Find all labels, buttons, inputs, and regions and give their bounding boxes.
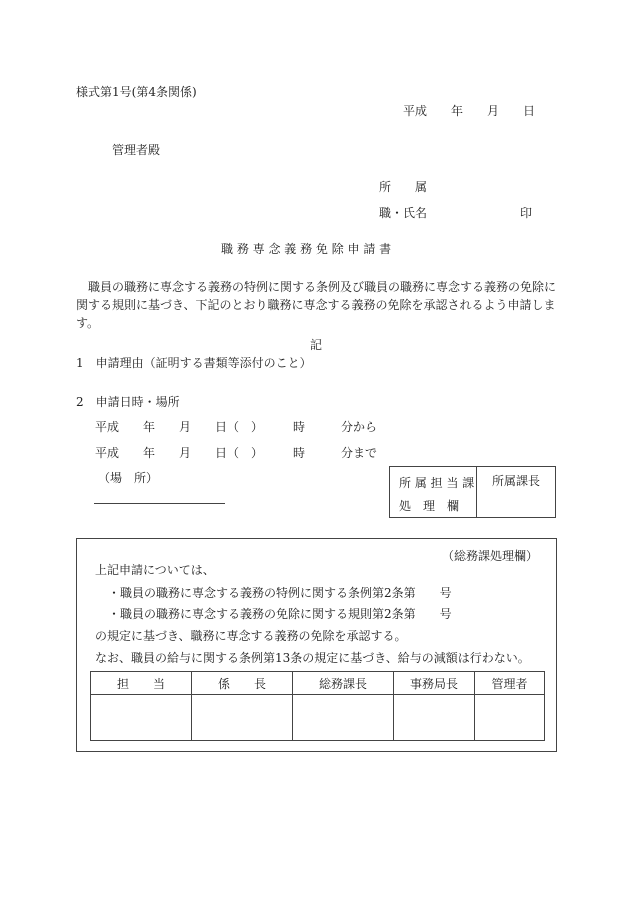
stamp-cell-secretariat-director [394,695,475,741]
stamp-cell-general-affairs-manager [293,695,394,741]
approval-line-3: ・職員の職務に専念する義務の免除に関する規則第2条第 号 [108,607,452,621]
col-header-staff: 担 当 [91,672,192,695]
form-title: 職 務 専 念 義 務 免 除 申 請 書 [221,242,392,256]
dept-head-label: 所属課長 [492,474,541,488]
date-to-row: 平成 年 月 日（ ） 時 分まで [95,446,378,460]
col-header-chief: 係 長 [192,672,293,695]
dept-box-divider [476,467,477,517]
form-number: 様式第1号(第4条関係) [76,85,197,99]
col-header-general-affairs-manager: 総務課長 [293,672,394,695]
stamp-cell-administrator [475,695,545,741]
dept-box-label-line-2: 処 理 欄 [399,499,460,513]
general-affairs-box [76,538,557,752]
body-paragraph-line-2: 関する規則に基づき、下記のとおり職務に専念する義務の免除を承認されるよう申請しま [76,298,556,312]
item-2-datetime-place: 2 申請日時・場所 [76,395,180,409]
col-header-administrator: 管理者 [475,672,545,695]
name-label: 職・氏名 [379,206,428,220]
date-from-row: 平成 年 月 日（ ） 時 分から [95,420,378,434]
approval-line-4: の規定に基づき、職務に専念する義務の免除を承認する。 [95,629,407,643]
approval-line-2: ・職員の職務に専念する義務の特例に関する条例第2条第 号 [108,586,452,600]
stamp-cell-chief [192,695,293,741]
general-affairs-note: （総務課処理欄） [442,549,539,563]
affiliation-label: 所 属 [379,180,428,194]
approval-line-1: 上記申請については、 [95,563,215,577]
col-header-secretariat-director: 事務局長 [394,672,475,695]
record-mark: 記 [310,338,323,352]
date-line: 平成 年 月 日 [403,104,536,118]
body-paragraph-line-1: 職員の職務に専念する義務の特例に関する条例及び職員の職務に専念する義務の免除に [76,280,557,294]
place-label: （場 所） [98,471,159,485]
approval-stamp-table [90,671,545,741]
seal-mark: 印 [520,206,533,220]
place-underline [94,503,225,504]
body-paragraph-line-3: す。 [76,316,100,330]
approval-header-row [91,672,545,695]
item-1-reason: 1 申請理由（証明する書類等添付のこと） [76,356,312,370]
dept-box-label-line-1: 所 属 担 当 課 [399,476,475,490]
stamp-cell-staff [91,695,192,741]
dept-processing-box [389,466,556,518]
approval-stamp-row [91,695,545,741]
addressee: 管理者殿 [112,143,161,157]
approval-line-5: なお、職員の給与に関する条例第13条の規定に基づき、給与の減額は行わない。 [95,651,530,665]
